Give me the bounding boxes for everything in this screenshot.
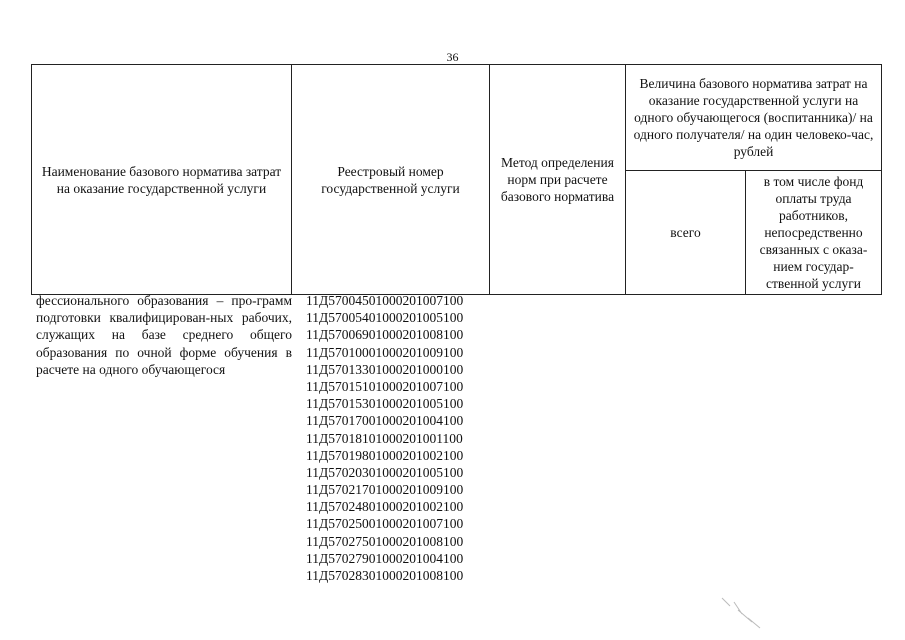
registry-number: 11Д57006901000201008100 xyxy=(306,327,464,343)
registry-number: 11Д57025001000201007100 xyxy=(306,516,464,532)
registry-number: 11Д57017001000201004100 xyxy=(306,413,464,429)
registry-number: 11Д57028301000201008100 xyxy=(306,568,464,583)
registry-number: 11Д57005401000201005100 xyxy=(306,310,464,326)
service-name-cell: фессионального образования – про-грамм подготовки квалифицирован-ных рабочих, служащих на базе среднего общего образования по очной форме обучения в расчете на одного обучающегося xyxy=(36,293,292,377)
registry-number: 11Д57027901000201004100 xyxy=(306,550,464,566)
registry-number: 11Д57020301000201005100 xyxy=(306,464,464,480)
registry-number: 11Д57010001000201009100 xyxy=(306,344,464,360)
header-norm-value: Величина базового норматива затрат на оказание государственной услуги на одного обучающегося (воспитанника)/ на одного получателя/ на один человеко-час, рублей xyxy=(626,65,882,171)
header-total: всего xyxy=(626,171,746,295)
header-service-name: Наименование базового норматива затрат на оказание государственной услуги xyxy=(32,65,292,295)
header-wage-fund: в том числе фонд оплаты труда работников, непосредственно связанных с оказа-нием государ-ственной услуги xyxy=(746,171,882,295)
registry-number: 11Д57004501000201007100 xyxy=(306,293,464,308)
registry-number: 11Д57019801000201002100 xyxy=(306,447,464,463)
registry-number: 11Д57018101000201001100 xyxy=(306,430,463,446)
norms-header-table xyxy=(31,64,882,295)
registry-number: 11Д57013301000201000100 xyxy=(306,361,464,377)
registry-number: 11Д57027501000201008100 xyxy=(306,533,464,549)
registry-number: 11Д57024801000201002100 xyxy=(306,499,464,515)
registry-number: 11Д57015301000201005100 xyxy=(306,396,464,412)
registry-number-list xyxy=(306,292,506,584)
registry-number: 11Д57021701000201009100 xyxy=(306,482,464,498)
header-registry-number: Реестровый номер государственной услуги xyxy=(292,65,490,295)
pen-mark xyxy=(712,592,772,632)
page-number: 36 xyxy=(446,50,459,64)
registry-number: 11Д57015101000201007100 xyxy=(306,378,464,394)
header-method: Метод определения норм при расчете базового норматива xyxy=(490,65,626,295)
